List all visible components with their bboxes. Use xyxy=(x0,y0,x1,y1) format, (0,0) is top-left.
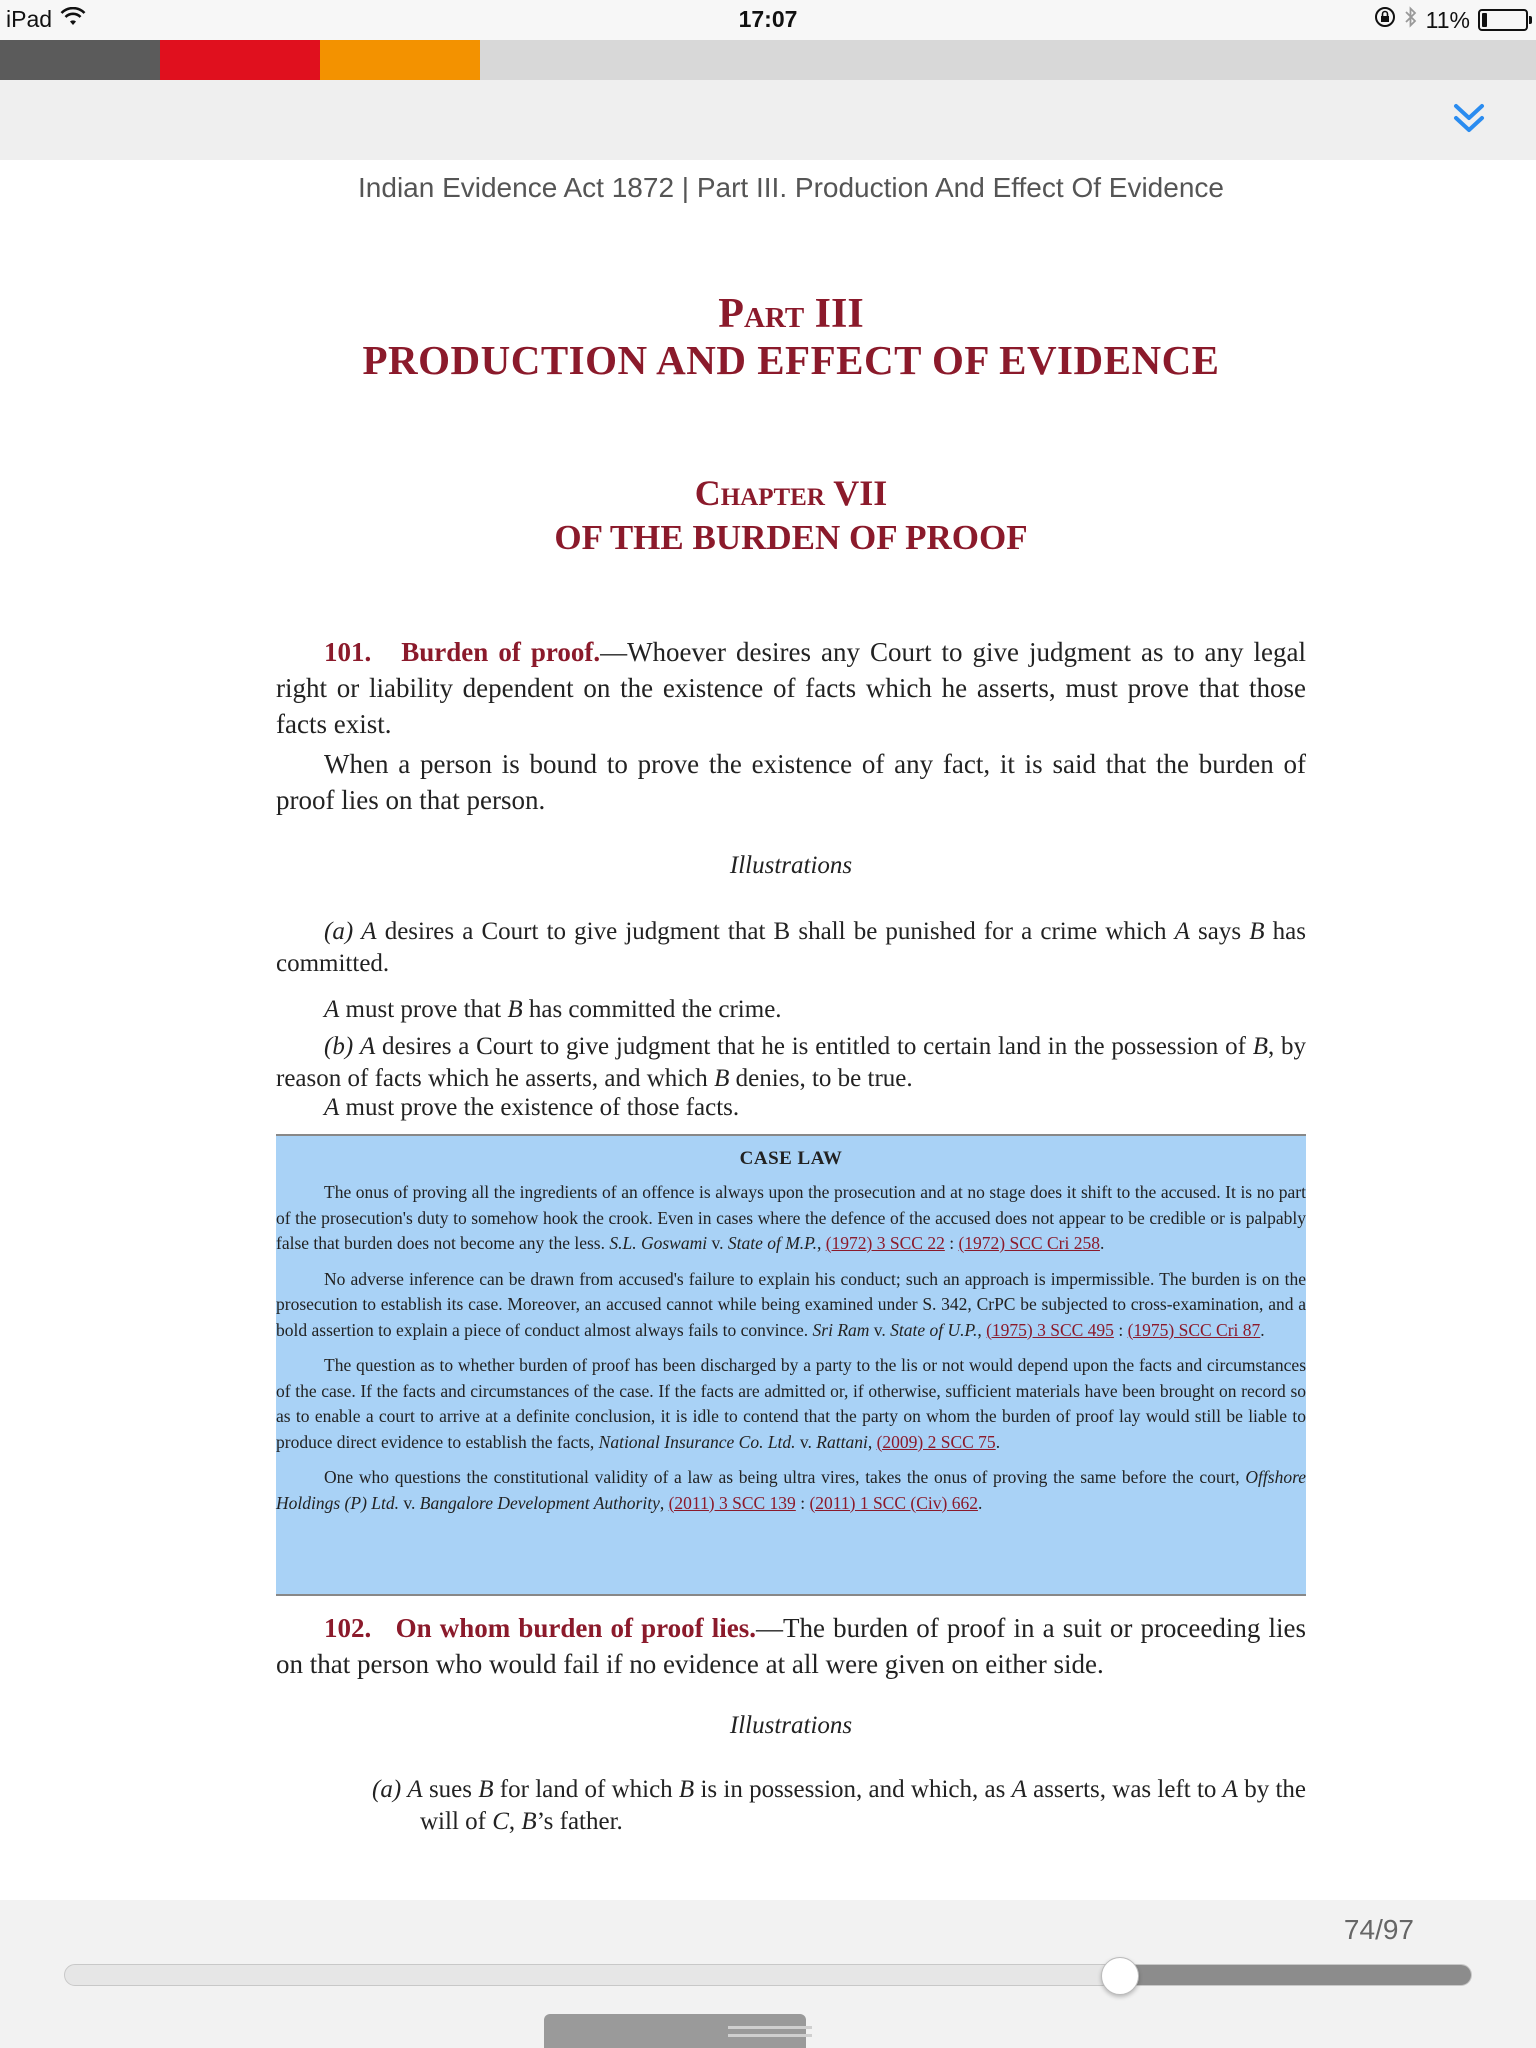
color-tab-2[interactable] xyxy=(160,40,320,80)
case-law-title: CASE LAW xyxy=(739,1148,843,1169)
clock: 17:07 xyxy=(738,6,798,32)
illustrations-heading: Illustrations xyxy=(729,852,853,879)
battery-percent: 11% xyxy=(1425,6,1470,33)
chapter-title xyxy=(276,472,1306,514)
section-101-paragraph xyxy=(276,634,1306,742)
illustration-b-result: A must prove the existence of those facts. xyxy=(324,1094,740,1121)
page-navigation-bar xyxy=(0,1900,1536,2048)
rotation-lock-icon xyxy=(1374,6,1396,34)
part-subtitle: PRODUCTION AND EFFECT OF EVIDENCE xyxy=(362,337,1220,383)
reader-toolbar xyxy=(0,80,1536,160)
illustration-a: (a) A sues B for land of which B is in possession, and which, as A asserts, was left to A by the will of C, B’s father. xyxy=(372,1776,1306,1835)
section-number: 101. xyxy=(324,637,372,667)
chapter-subtitle: OF THE BURDEN OF PROOF xyxy=(554,518,1028,557)
section-number: 102. xyxy=(324,1613,372,1643)
chapter-label: Chapter VII xyxy=(694,473,888,513)
case-law-paragraph: The onus of proving all the ingredients of an offence is always upon the prosecution and at no stage does it shift to the accused. It is no part of the prosecution's duty to somehow hook the crook. Even in cases where the defence of the accused does not appear to be credible or is palpably false that burden does not become any the less. S.L. Goswami v. State of M.P., (1972) 3 SCC 22 : (1972) SCC Cri 258. xyxy=(276,1182,1306,1253)
section-101-para2: When a person is bound to prove the existence of any fact, it is said that the burden of proof lies on that person. xyxy=(276,749,1306,815)
section-heading: Burden of proof. xyxy=(401,637,601,667)
slider-remaining xyxy=(1121,1965,1471,1985)
battery-level xyxy=(1482,13,1487,27)
section-102-paragraph xyxy=(276,1610,1306,1682)
citation-link[interactable]: (2011) 1 SCC (Civ) 662 xyxy=(809,1492,978,1513)
case-law-box xyxy=(276,1134,1306,1596)
color-tab-strip xyxy=(0,40,1536,80)
bluetooth-icon xyxy=(1404,6,1418,34)
handle-lines xyxy=(728,2026,812,2042)
citation-link[interactable]: (1972) SCC Cri 258 xyxy=(958,1233,1100,1253)
case-law-paragraph: One who questions the constitutional validity of a law as being ultra vires, takes the onus of proving the same before the court, Offshore Holdings (P) Ltd. v. Bangalore Development Authority, (2011) 3 SCC 139 : (2011) 1 SCC (Civ) 662. xyxy=(276,1467,1306,1513)
color-tab-3[interactable] xyxy=(320,40,480,80)
drawer-handle[interactable] xyxy=(544,2014,806,2048)
part-label: Part III xyxy=(718,291,864,337)
citation-link[interactable]: (1975) 3 SCC 495 xyxy=(986,1319,1114,1340)
section-text: —The burden of proof in a suit or proceeding lies on that person who would fail if no evidence at all were given on either side. xyxy=(276,1613,1307,1679)
case-law-paragraph: No adverse inference can be drawn from accused's failure to explain his conduct; such an approach is impermissible. The burden is on the prosecution to establish its case. Moreover, an accused cannot while being examined under S. 342, CrPC be subjected to cross-examination, and a bold assertion to explain a piece of conduct almost always fails to convince. Sri Ram v. State of U.P., (1975) 3 SCC 495 : (1975) SCC Cri 87. xyxy=(276,1268,1306,1340)
illustration-a: (a) A desires a Court to give judgment that B shall be punished for a crime which A says B has committed. xyxy=(276,918,1306,977)
citation-link[interactable]: (2009) 2 SCC 75 xyxy=(876,1431,996,1452)
illustration-b: (b) A desires a Court to give judgment that he is entitled to certain land in the possession of B, by reason of facts which he asserts, and which B denies, to be true. xyxy=(276,1033,1307,1092)
section-text: —Whoever desires any Court to give judgment as to any legal right or liability dependent on the existence of facts which he asserts, must prove that those facts exist. xyxy=(276,637,1306,739)
battery-icon xyxy=(1478,9,1528,31)
case-law-paragraph: The question as to whether burden of proof has been discharged by a party to the lis or not would depend upon the facts and circumstances of the case. If the facts and circumstances of the case. If the facts are admitted or, if otherwise, sufficient materials have been brought on record so as to enable a court to arrive at a definite conclusion, it is idle to contend that the party on whom the burden of proof lay would still be liable to produce direct evidence to establish the facts, National Insurance Co. Ltd. v. Rattani, (2009) 2 SCC 75. xyxy=(276,1355,1306,1452)
part-title xyxy=(276,288,1306,340)
citation-link[interactable]: (1975) SCC Cri 87 xyxy=(1127,1319,1261,1340)
citation-link[interactable]: (2011) 3 SCC 139 xyxy=(668,1492,796,1513)
citation-link[interactable]: (1972) 3 SCC 22 xyxy=(825,1233,945,1253)
section-heading: On whom burden of proof lies. xyxy=(395,1613,757,1643)
status-bar xyxy=(0,0,1536,40)
color-tab-1[interactable] xyxy=(0,40,160,80)
slider-thumb[interactable] xyxy=(1101,1957,1139,1995)
illustrations-heading: Illustrations xyxy=(729,1712,853,1739)
running-header: Indian Evidence Act 1872 | Part III. Production And Effect Of Evidence xyxy=(358,172,1224,203)
page-indicator: 74/97 xyxy=(1343,1914,1414,1945)
illustration-a-result: A must prove that B has committed the crime. xyxy=(324,996,782,1023)
device-name: iPad xyxy=(6,6,53,32)
double-chevron-down-icon[interactable] xyxy=(1446,96,1492,142)
status-right xyxy=(1374,6,1528,34)
page-slider[interactable] xyxy=(64,1964,1472,1986)
